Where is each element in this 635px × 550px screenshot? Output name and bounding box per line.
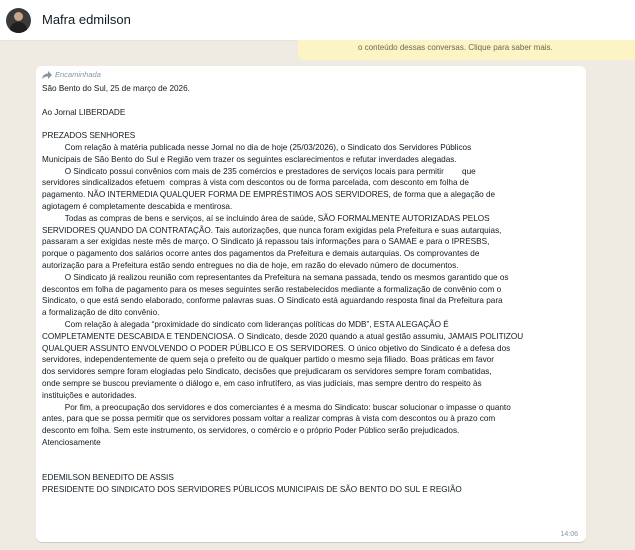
avatar-body <box>10 22 27 33</box>
message-line: Por fim, a preocupação dos servidores e dos comerciantes é a mesma do Sindicato: buscar solucionar o impasse o quanto <box>42 402 511 412</box>
message-line: Com relação à matéria publicada nesse Jornal no dia de hoje (25/03/2026), o Sindicato dos Servidores Públicos <box>42 142 472 152</box>
message-line: Todas as compras de bens e serviços, aí se incluindo área de saúde, SÃO FORMALMENTE AUTORIZADAS PELOS <box>42 213 490 223</box>
message-line: COMPLETAMENTE DESCABIDA E TENDENCIOSA. O Sindicato, desde 2020 quando a atual gestão assumiu, JAMAIS POLITIZOU <box>42 331 524 341</box>
message-line <box>42 449 582 461</box>
message-line: autorização para a Prefeitura estão sendo entregues no dia de hoje, em razão do elevado número de documentos. <box>42 260 459 270</box>
message-line: PRESIDENTE DO SINDICATO DOS SERVIDORES PÚBLICOS MUNICIPAIS DE SÃO BENTO DO SUL E REGIÃO <box>42 485 462 495</box>
message-line <box>42 118 582 130</box>
message-line: porque o pagamento dos salários ocorre antes dos pagamentos da Prefeitura e demais autarquias. Os comprovantes de <box>42 249 480 259</box>
message-line: Municipais de São Bento do Sul e Região vem trazer os seguintes esclarecimentos e refutar inverdades alegadas. <box>42 154 457 164</box>
message-line: agiotagem é completamente descabida e mentirosa. <box>42 201 233 211</box>
avatar-head <box>14 12 23 21</box>
message-line: antes, para que se possa permitir que os servidores possam voltar a realizar compras à vista com descontos ou à prazo com <box>42 414 496 424</box>
message-line: São Bento do Sul, 25 de março de 2026. <box>42 84 190 93</box>
message-line: dos servidores sempre foram elogiadas pelo Sindicato, decisões que prejudicaram os servidores sempre foram combatidas, <box>42 367 492 377</box>
message-line: EDEMILSON BENEDITO DE ASSIS <box>42 473 174 483</box>
message-text <box>42 83 582 496</box>
message-line: O Sindicato já realizou reunião com representantes da Prefeitura na semana passada, tendo os mesmos garantido que os <box>42 272 509 282</box>
message-line: desconto em folha. Sem este instrumento, os servidores, o comércio e o próprio Poder Público serão prejudicados. <box>42 426 460 436</box>
message-line: pagamento. NÃO INTERMEDIA QUALQUER FORMA DE EMPRÉSTIMOS AOS SERVIDORES, de forma que a alegação de <box>42 190 496 200</box>
message-line: Ao Jornal LIBERDADE <box>42 107 126 117</box>
message-line: Atenciosamente <box>42 437 101 447</box>
message-line: O Sindicato possui convênios com mais de 235 comércios e prestadores de serviços locais para permitir que <box>42 166 476 176</box>
encryption-notice-text: o conteúdo dessas conversas. Clique para saber mais. <box>358 43 553 52</box>
message-line: Com relação à alegada “proximidade do sindicato com lideranças políticas do MDB”, ESTA ALEGAÇÃO É <box>42 319 449 329</box>
forward-arrow-icon <box>42 71 52 79</box>
encryption-notice[interactable] <box>298 40 635 60</box>
message-line <box>42 461 582 473</box>
contact-name[interactable]: Mafra edmilson <box>42 12 131 27</box>
forwarded-label: Encaminhada <box>55 70 101 79</box>
message-line: onde sempre se buscou previamente o diálogo e, em caso infrutífero, as vias judiciais, mas sempre dentro do respeito às <box>42 378 482 388</box>
message-line: servidores sindicalizados efetuem compras à vista com descontos ou de forma parcelada, com desconto em folha de <box>42 178 469 188</box>
message-line <box>42 95 582 107</box>
chat-header <box>0 0 635 41</box>
message-bubble[interactable] <box>36 66 586 542</box>
contact-avatar[interactable] <box>6 8 31 33</box>
message-line: Sindicato, o que está sendo elaborado, conforme palavras suas. O Sindicato está aguardando resposta final da Prefeitura para <box>42 296 503 306</box>
message-line: QUALQUER ASSUNTO ENVOLVENDO O PODER PÚBLICO E OS SERVIDORES. O único objetivo do Sindicato é a defesa dos <box>42 343 511 353</box>
message-line: descontos em folha de pagamento para os meses seguintes serão restabelecidos mediante a formalização de convênio com o <box>42 284 502 294</box>
message-line: instituições e autoridades. <box>42 390 137 400</box>
forwarded-indicator <box>42 70 101 79</box>
message-line: passaram a ser exigidas neste mês de março. O Sindicato já repassou tais informações para o SAMAE e para o IPRESBS, <box>42 237 490 247</box>
message-line: servidores, independentemente de quem seja o prefeito ou de qualquer partido o mesmo seja filiado. Boas práticas em favor <box>42 355 494 365</box>
message-line: a formalização de dito convênio. <box>42 308 160 318</box>
message-time: 14:06 <box>560 531 578 538</box>
message-line: PREZADOS SENHORES <box>42 131 136 141</box>
message-line: SERVIDORES QUANDO DA CONTRATAÇÃO. Tais autorizações, que nunca foram exigidas pela Prefeitura e suas autarquias, <box>42 225 502 235</box>
